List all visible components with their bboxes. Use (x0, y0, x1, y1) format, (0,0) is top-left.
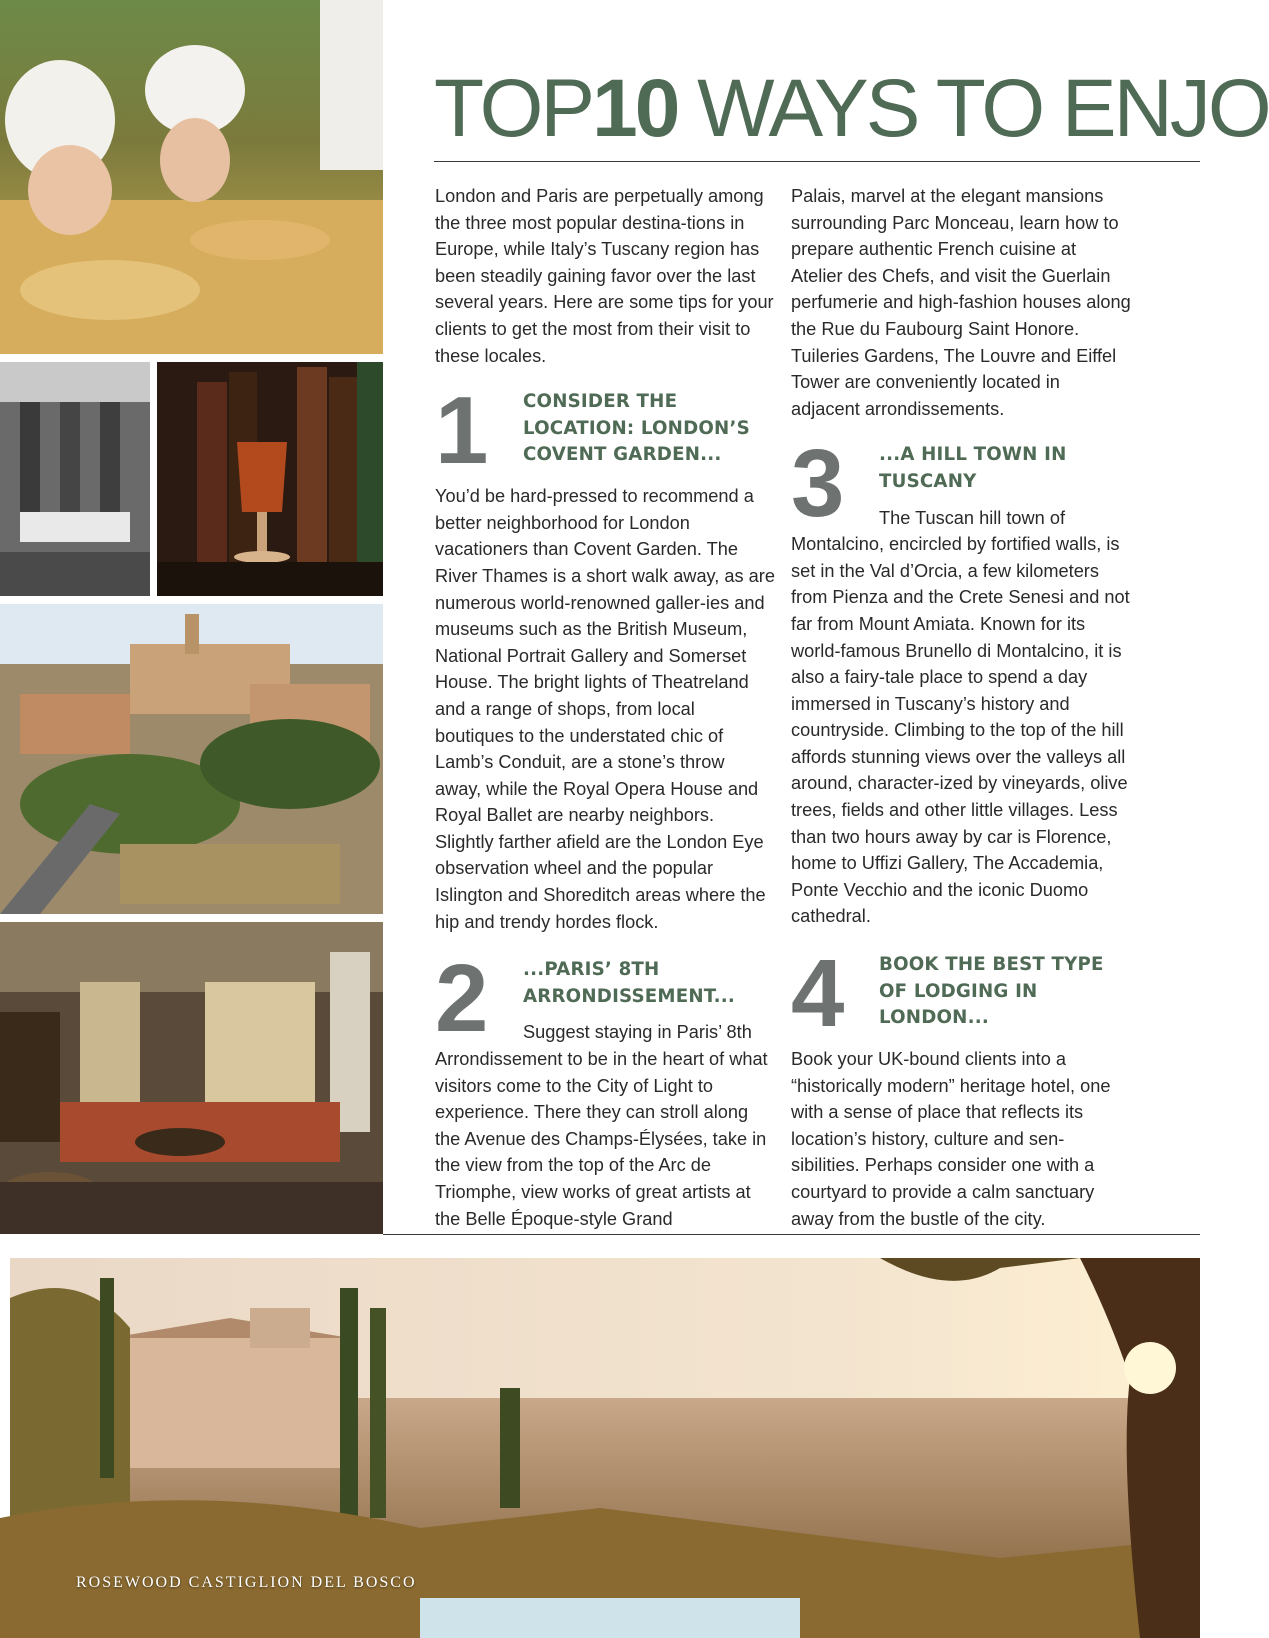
photo-montalcino-town (0, 604, 383, 914)
section-2-lead: Suggest staying in Paris’ 8th (523, 1022, 752, 1043)
section-4-number: 4 (791, 940, 845, 1048)
section-1-body: You’d be hard-pressed to recommend a better neighborhood for London vacationers than Covent Garden. The River Thames is a short walk away, as are numerous world-renowned galler-ies and museums such as the British Museum, National Portrait Gallery and Somerset House. The bright lights of Theatreland and a range of shops, from local boutiques to the understated chic of Lamb’s Conduit, are a stone’s throw away, while the Royal Opera House and Royal Ballet are nearby neighbors. Slightly farther afield are the London Eye observation wheel and the popular Islington and Shoreditch areas where the hip and trendy hordes flock. (435, 486, 775, 932)
page-title (434, 63, 1269, 154)
section-1 (435, 377, 775, 935)
section-2-number: 2 (435, 945, 489, 1053)
photo-cocktail-books (157, 362, 383, 596)
section-4 (791, 940, 1131, 1232)
section-2 (435, 945, 775, 1232)
section-1-title: CONSIDER THE LOCATION: LONDON’S COVENT GARDEN... (523, 391, 750, 466)
section-3-number: 3 (791, 430, 845, 538)
section-3 (791, 430, 1131, 930)
section-2-title: ...PARIS’ 8TH ARRONDISSEMENT... (523, 959, 735, 1007)
section-3-lead: The Tuscan hill town of (879, 507, 1066, 528)
section-2-body: Arrondissement to be in the heart of what visitors come to the City of Light to experience. There they can stroll along the Avenue des Champs-Élysées, take in the view from the top of the Arc de Triomphe, view works of great artists at the Belle Époque-style Grand (435, 1049, 768, 1229)
bottom-divider (383, 1234, 1200, 1235)
title-number: 10 (592, 63, 678, 154)
title-part2: WAYS TO ENJO (677, 63, 1269, 154)
title-part1: TOP (434, 63, 593, 154)
photo-children-baking (0, 0, 383, 354)
section-4-body: Book your UK-bound clients into a “historically modern” heritage hotel, one with a sense of place that reflects its location’s history, culture and sen-sibilities. Perhaps consider one with a courtyard to provide a calm sanctuary away from the bustle of the city. (791, 1049, 1111, 1229)
photo-caption: ROSEWOOD CASTIGLION DEL BOSCO (76, 1574, 417, 1591)
text-column-right (791, 183, 1131, 1232)
section-3-title: ...A HILL TOWN IN TUSCANY (879, 444, 1067, 492)
section-4-header (791, 940, 1131, 1048)
photo-hotel-lounge (0, 922, 383, 1234)
right-column-lead: Palais, marvel at the elegant mansions surrounding Parc Monceau, learn how to prepare authentic French cuisine at Atelier des Chefs, and visit the Guerlain perfumerie and high-fashion houses along the Rue du Faubourg Saint Honore. Tuileries Gardens, The Louvre and Eiffel Tower are conveniently located in adjacent arrondissements. (791, 186, 1131, 419)
intro-paragraph: London and Paris are perpetually among the three most popular destina-tions in Europe, while Italy’s Tuscany region has been steadily gaining favor over the last several years. Here are some tips for your clients to get the most from their visit to these locales. (435, 186, 774, 366)
section-4-title: BOOK THE BEST TYPE OF LODGING IN LONDON... (879, 954, 1104, 1029)
section-3-body: Montalcino, encircled by fortified walls, is set in the Val d’Orcia, a few kilometers from Pienza and the Crete Senesi and not far from Mount Amiata. Known for its world-famous Brunello di Montalcino, it is also a fairy-tale place to spend a day immersed in Tuscany’s history and countryside. Climbing to the top of the hill affords stunning views over the valleys all around, character-ized by vineyards, olive trees, fields and other little villages. Less than two hours away by car is Florence, home to Uffizi Gallery, The Accademia, Ponte Vecchio and the iconic Duomo cathedral. (791, 534, 1130, 927)
section-1-number: 1 (435, 377, 489, 485)
section-1-header (435, 377, 775, 485)
photo-restaurant-interior (0, 362, 150, 596)
title-divider (434, 161, 1200, 162)
section-2-header (435, 945, 775, 1053)
text-column-left (435, 183, 775, 1232)
section-3-header (791, 430, 1131, 538)
